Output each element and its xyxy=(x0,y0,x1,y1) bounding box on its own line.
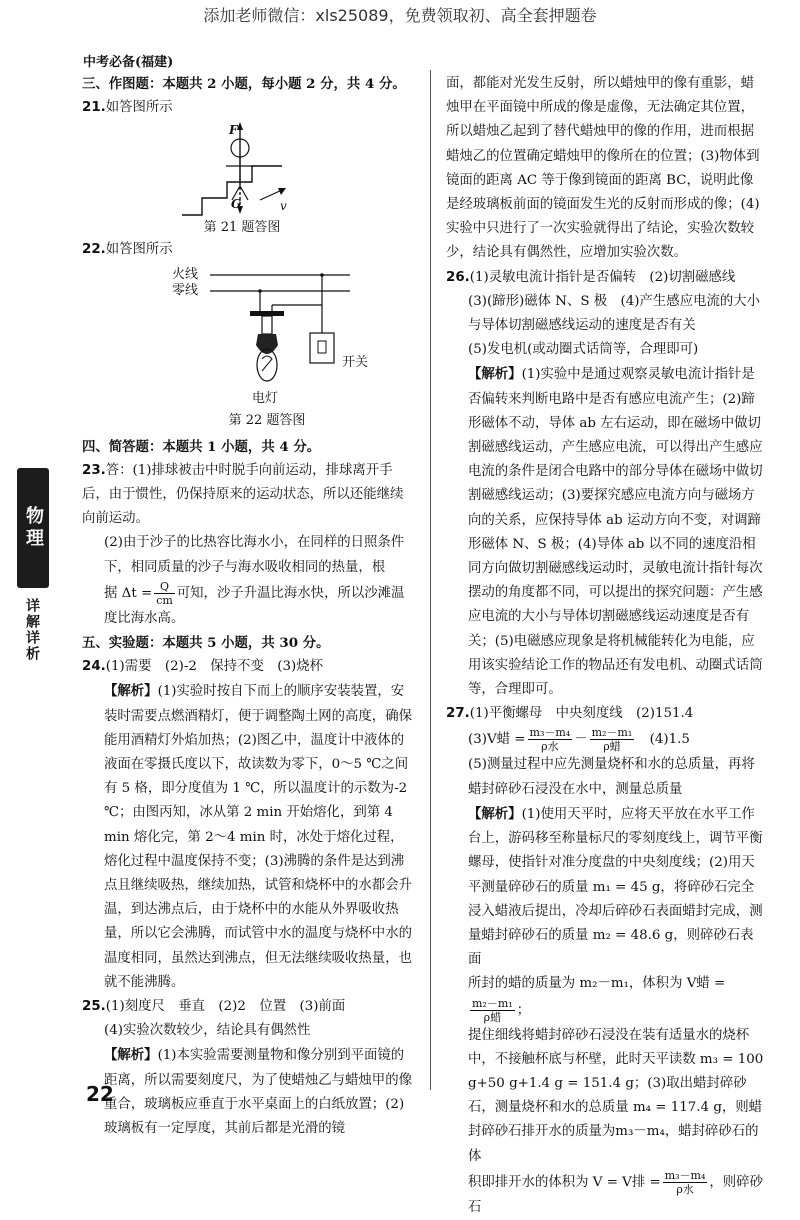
q27: 27.(1)平衡螺母 中央刻度线 (2)151.4 xyxy=(446,706,694,722)
q27-analysis-2: 所封的蜡的质量为 m₂－m₁，体积为 V蜡 = $\frac{\text{m₂－m₁}}{\text{ρ蜡}}$ ； xyxy=(468,976,726,1024)
q23-p2: (2)由于沙子的比热容比海水小，在同样的日照条件下，相同质量的沙子与海水吸收相同的热量，根 xyxy=(104,535,405,575)
neutral-wire-label: 零线 xyxy=(172,282,199,298)
q26: 26.(1)灵敏电流计指针是否偏转 (2)切割磁感线 xyxy=(446,269,736,285)
q27-analysis-3: 提住细线将蜡封碎砂石浸没在装有适量水的烧杯中，不接触杯底与杯壁，此时天平读数 m₃ = 100 g+50 g+1.4 g = 151.4 g；(3)取出蜡封碎砂石，测量烧杯和水的总质量 m₄ = 117.4 g，则蜡封碎砂石排开水的质量为m₃－m₄，蜡封碎砂石的体 xyxy=(468,1027,764,1164)
q25-answer2: (4)实验次数较少，结论具有偶然性 xyxy=(104,1023,311,1039)
q22-figure xyxy=(172,263,414,435)
q21: 21.如答图所示 xyxy=(82,100,173,116)
q25-analysis: 【解析】(1)本实验需要测量物和像分别到平面镜的距离，所以需要刻度尺，为了使蜡烛乙与蜡烛甲的像重合，玻璃板应垂直于水平桌面上的白纸放置；(2)玻璃板有一定厚度，其前后都是光滑的镜 xyxy=(104,1047,412,1137)
formula-fraction: $\frac{Q}{cm}$ xyxy=(156,579,173,607)
force-label-G: G xyxy=(231,197,242,212)
column-divider xyxy=(430,70,431,1090)
q27-answer2: (3)V蜡 = $\frac{\text{m₃－m₄}}{\text{ρ水}}$ － $\frac{\text{m₂－m₁}}{\text{ρ蜡}}$ (4)1.5 xyxy=(468,726,690,754)
left-column xyxy=(82,72,414,1141)
q26-answer2: (3)(蹄形)磁体 N、S 极 (4)产生感应电流的大小与导体切割磁感线运动的速度是否有关 xyxy=(468,293,761,334)
q23-p3: 据 Δt = $\frac{Q}{cm}$ 可知，沙子升温比海水快，所以沙滩温度比海水高。 xyxy=(104,579,405,626)
q24: 24.(1)需要 (2)-2 保持不变 (3)烧杯 xyxy=(82,659,323,675)
q22: 22.如答图所示 xyxy=(82,242,173,258)
section-4-heading: 四、简答题：本题共 1 小题，共 4 分。 xyxy=(82,438,321,455)
q25-continued: 面，都能对光发生反射，所以蜡烛甲的像有重影，蜡烛甲在平面镜中所成的像是虚像，无法确定其位置，所以蜡烛乙起到了替代蜡烛甲的像的作用，进而根据蜡烛乙的位置确定蜡烛甲的像所在的位置；(3)物体到镜面的距离 AC 等于像到镜面的距离 BC，说明此像是经玻璃板前面的镜面发生光的反射而形成的像；(4)实验中只进行了一次实验就得出了结论，实验次数较少，结论具有偶然性，应增加实验次数。 xyxy=(446,76,760,261)
section-3-heading: 三、作图题：本题共 2 小题，每小题 2 分，共 4 分。 xyxy=(82,76,406,92)
force-label-F: F xyxy=(229,123,238,138)
q26-analysis: 【解析】(1)实验中是通过观察灵敏电流计指针是否偏转来判断电路中是否有感应电流产生；(2)蹄形磁体不动，导体 ab 左右运动，即在磁场中做切割磁感线运动，产生感应电流，可以得出产生感应电流的条件是闭合电路中的部分导体在磁场中做切割磁感线运动；(3)要探究感应电流方向与磁场方向的关系，应保持导体 ab 运动方向不变，对调蹄形磁体 N、S 极；(4)导体 ab 以不同的速度沿相同方向做切割磁感线运动时，灵敏电流计指针每次摆动的角度都不同，可以提出的探究问题：产生感应电流的大小与导体切割磁感线运动速度是否有关；(5)电磁感应现象是将机械能转化为电能，应用该实验结论工作的物品还有发电机、动圈式话筒等，合理即可。 xyxy=(468,366,763,698)
lamp-label: 电灯 xyxy=(252,390,279,406)
q25: 25.(1)刻度尺 垂直 (2)2 位置 (3)前面 xyxy=(82,999,346,1015)
q23: 23.答：(1)排球被击中时脱手向前运动，排球离开手后，由于惯性，仍保持原来的运动状态，所以还能继续向前运动。 xyxy=(82,462,404,527)
q27-answer3: (5)测量过程中应先测量烧杯和水的总质量，再将蜡封碎砂石浸没在水中，测量总质量 xyxy=(468,757,755,797)
q21-caption: 第 21 题答图 xyxy=(203,220,281,236)
q27-analysis-4: 积即排开水的体积为 V = V排 = $\frac{\text{m₃－m₄}}{\text{ρ水}}$ ，则碎砂石 xyxy=(468,1168,763,1215)
q21-figure xyxy=(182,120,414,238)
watermark-text: 添加老师微信：xls25089，免费领取初、高全套押题卷 xyxy=(203,6,597,25)
q24-analysis: 【解析】(1)实验时按自下而上的顺序安装装置，安装时需要点燃酒精灯，便于调整陶土网的高度，确保能用酒精灯外焰加热；(2)图乙中，温度计中液体的液面在零摄氏度以下，故读数为零下，0～5 ℃之间有 5 格，即分度值为 1 ℃，所以温度计的示数为-2 ℃；由图丙知，冰从第 2 min 开始熔化，到第 4 min 熔化完，第 2～4 min 时，冰处于熔化过程，熔化过程中温度保持不变；(3)沸腾的条件是达到沸点且继续吸热，继续加热，试管和烧杯中的水都会升温，到达沸点后，由于烧杯中的水能从外界吸收热量，所以它会沸腾，而试管中水的温度与烧杯中水的温度相同，虽然达到沸点，但无法继续吸收热量，也就不能沸腾。 xyxy=(104,683,412,990)
q22-caption: 第 22 题答图 xyxy=(228,412,306,428)
q27-analysis: 【解析】(1)使用天平时，应将天平放在水平工作台上，游码移至称量标尺的零刻度线上，调节平衡螺母，使指针对准分度盘的中央刻度线；(2)用天平测量碎砂石的质量 m₁ = 45 g，将碎砂石完全浸入蜡液后提出，冷却后碎砂石表面蜡封完成，测量蜡封碎砂石的质量 m₂ = 48.6 g，则碎砂石表面 xyxy=(468,805,763,968)
page-number: 22 xyxy=(86,1082,114,1106)
side-label: 详解详析 xyxy=(24,598,40,662)
live-wire-label: 火线 xyxy=(172,266,199,282)
q26-answer3: (5)发电机(或动圈式话筒等，合理即可) xyxy=(468,342,699,358)
switch-label: 开关 xyxy=(342,354,369,370)
velocity-label: v xyxy=(280,199,287,214)
right-column xyxy=(446,72,766,1220)
subject-tab: 物理 xyxy=(17,468,49,588)
section-5-heading: 五、实验题：本题共 5 小题，共 30 分。 xyxy=(82,635,330,652)
running-head: 中考必备(福建) xyxy=(83,55,174,70)
